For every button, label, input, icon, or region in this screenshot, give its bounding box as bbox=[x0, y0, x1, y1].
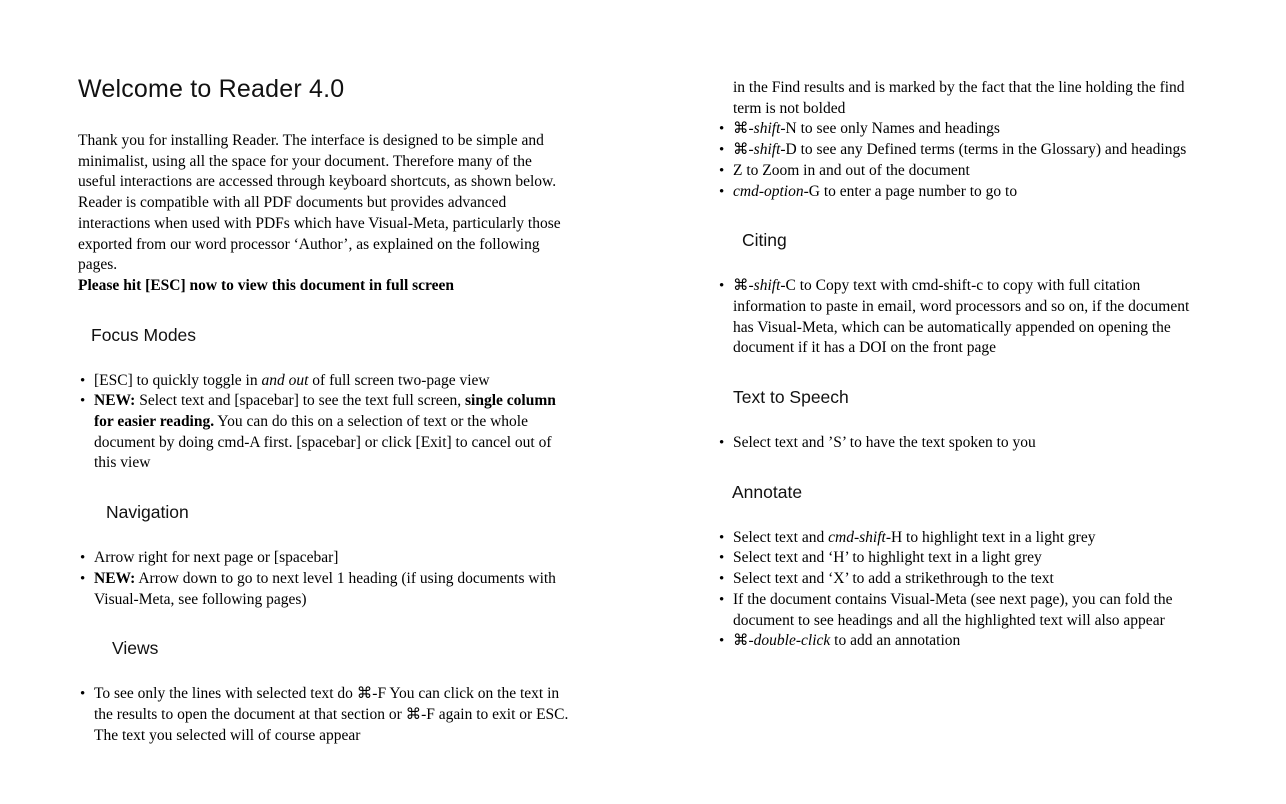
text-run: Welcome to Reader 4.0 bbox=[78, 75, 345, 103]
text-run: Navigation bbox=[106, 502, 189, 523]
bullet-list bbox=[717, 78, 1207, 202]
text-run: ⌘- bbox=[733, 141, 754, 159]
bullet-list bbox=[78, 684, 570, 746]
bullet-item bbox=[733, 528, 1207, 549]
text-run: Citing bbox=[742, 230, 787, 251]
text-run: ⌘- bbox=[733, 632, 754, 650]
text-run: Annotate bbox=[732, 481, 803, 502]
bullet-item bbox=[733, 631, 1207, 652]
text-run: Arrow right for next page or [spacebar] bbox=[94, 549, 339, 567]
section-heading bbox=[112, 637, 570, 659]
bullet-item bbox=[94, 391, 570, 474]
section-heading bbox=[733, 386, 1207, 408]
continuation-item bbox=[733, 78, 1207, 119]
text-run: shift bbox=[753, 141, 781, 159]
bullet-list bbox=[717, 433, 1207, 454]
document-title bbox=[78, 75, 570, 104]
bullet-item bbox=[94, 548, 570, 569]
text-run: Select text and [spacebar] to see the text full screen, bbox=[135, 392, 466, 410]
text-run: Select text and ‘X’ to add a strikethrough to the text bbox=[733, 570, 1054, 588]
bullet-item bbox=[733, 140, 1207, 161]
text-run: Select text and bbox=[733, 528, 829, 546]
text-run: Select text and ’S’ to have the text spoken to you bbox=[733, 434, 1036, 452]
bullet-item bbox=[733, 276, 1207, 359]
page-right bbox=[643, 0, 1286, 804]
text-run: and out bbox=[261, 371, 309, 389]
text-run: -C to Copy text with cmd-shift-c to copy with full citation information to paste in email, word processors and so on, if the document has Visual-Meta, which can be automatically appended on opening the document if it has a DOI on the front page bbox=[733, 277, 1190, 357]
text-run: Z to Zoom in and out of the document bbox=[733, 161, 970, 179]
text-run: -N to see only Names and headings bbox=[780, 120, 1000, 138]
bullet-item bbox=[94, 371, 570, 392]
text-run: Views bbox=[112, 638, 159, 659]
text-run: Select text and ‘H’ to highlight text in a light grey bbox=[733, 549, 1042, 567]
text-run: Arrow down to go to next level 1 heading (if using documents with Visual-Meta, see following pages) bbox=[94, 569, 556, 608]
text-run: -H to highlight text in a light grey bbox=[885, 528, 1096, 546]
text-run: cmd-option bbox=[733, 182, 804, 200]
text-run: shift bbox=[753, 120, 781, 138]
bullet-item bbox=[733, 182, 1207, 203]
text-run: double-click bbox=[753, 632, 831, 650]
bullet-item bbox=[733, 548, 1207, 569]
text-run: to add an annotation bbox=[830, 632, 961, 650]
bullet-list bbox=[717, 528, 1207, 652]
page-right-content bbox=[717, 78, 1207, 652]
text-run: -D to see any Defined terms (terms in the Glossary) and headings bbox=[780, 141, 1187, 159]
bullet-item bbox=[733, 569, 1207, 590]
text-run: Thank you for installing Reader. The interface is designed to be simple and minimalist, using all the space for your document. Therefore many of the useful interactions are accessed through keyboard shortcuts, as shown below. Reader is compatible with all PDF documents but provides advanced interactions when used with PDFs which have Visual-Meta, particularly those exported from our word processor ‘Author’, as explained on the following pages. bbox=[78, 132, 561, 274]
text-run: [ESC] to quickly toggle in bbox=[94, 371, 262, 389]
bullet-list bbox=[717, 276, 1207, 359]
text-run: Text to Speech bbox=[733, 387, 849, 408]
text-run: NEW: bbox=[94, 392, 136, 410]
page-left-content bbox=[78, 75, 570, 746]
text-run: NEW: bbox=[94, 569, 136, 587]
bullet-item bbox=[733, 433, 1207, 454]
section-heading bbox=[732, 481, 1207, 503]
text-run: in the Find results and is marked by the fact that the line holding the find term is not bolded bbox=[733, 79, 1185, 117]
text-run: If the document contains Visual-Meta (see next page), you can fold the document to see headings and all the highlighted text will also appear bbox=[733, 590, 1173, 629]
text-run: Focus Modes bbox=[91, 324, 197, 345]
text-run: To see only the lines with selected text do ⌘-F You can click on the text in the results to open the document at that section or ⌘-F again to exit or ESC. The text you selected will of course appear bbox=[94, 685, 569, 744]
text-run: -G to enter a page number to go to bbox=[803, 182, 1018, 200]
section-heading bbox=[106, 501, 570, 523]
bullet-item bbox=[94, 569, 570, 610]
text-run: shift bbox=[753, 277, 781, 295]
section-heading bbox=[742, 229, 1207, 251]
text-run: cmd-shift bbox=[828, 528, 886, 546]
text-run: ⌘- bbox=[733, 277, 754, 295]
bullet-item bbox=[733, 590, 1207, 631]
section-heading bbox=[91, 324, 570, 346]
bullet-item bbox=[733, 119, 1207, 140]
bullet-item bbox=[733, 161, 1207, 182]
text-run: of full screen two-page view bbox=[308, 371, 490, 389]
bullet-list bbox=[78, 548, 570, 610]
bullet-list bbox=[78, 371, 570, 475]
text-run: Please hit [ESC] now to view this document in full screen bbox=[78, 276, 455, 294]
paragraph bbox=[78, 131, 570, 297]
text-run: ⌘- bbox=[733, 120, 754, 138]
bullet-item bbox=[94, 684, 570, 746]
text-run: You can do this on a selection of text or the whole document by doing cmd-A first. [spacebar] or click [Exit] to cancel out of this view bbox=[94, 413, 552, 472]
text-run: single column for easier reading. bbox=[94, 392, 556, 431]
